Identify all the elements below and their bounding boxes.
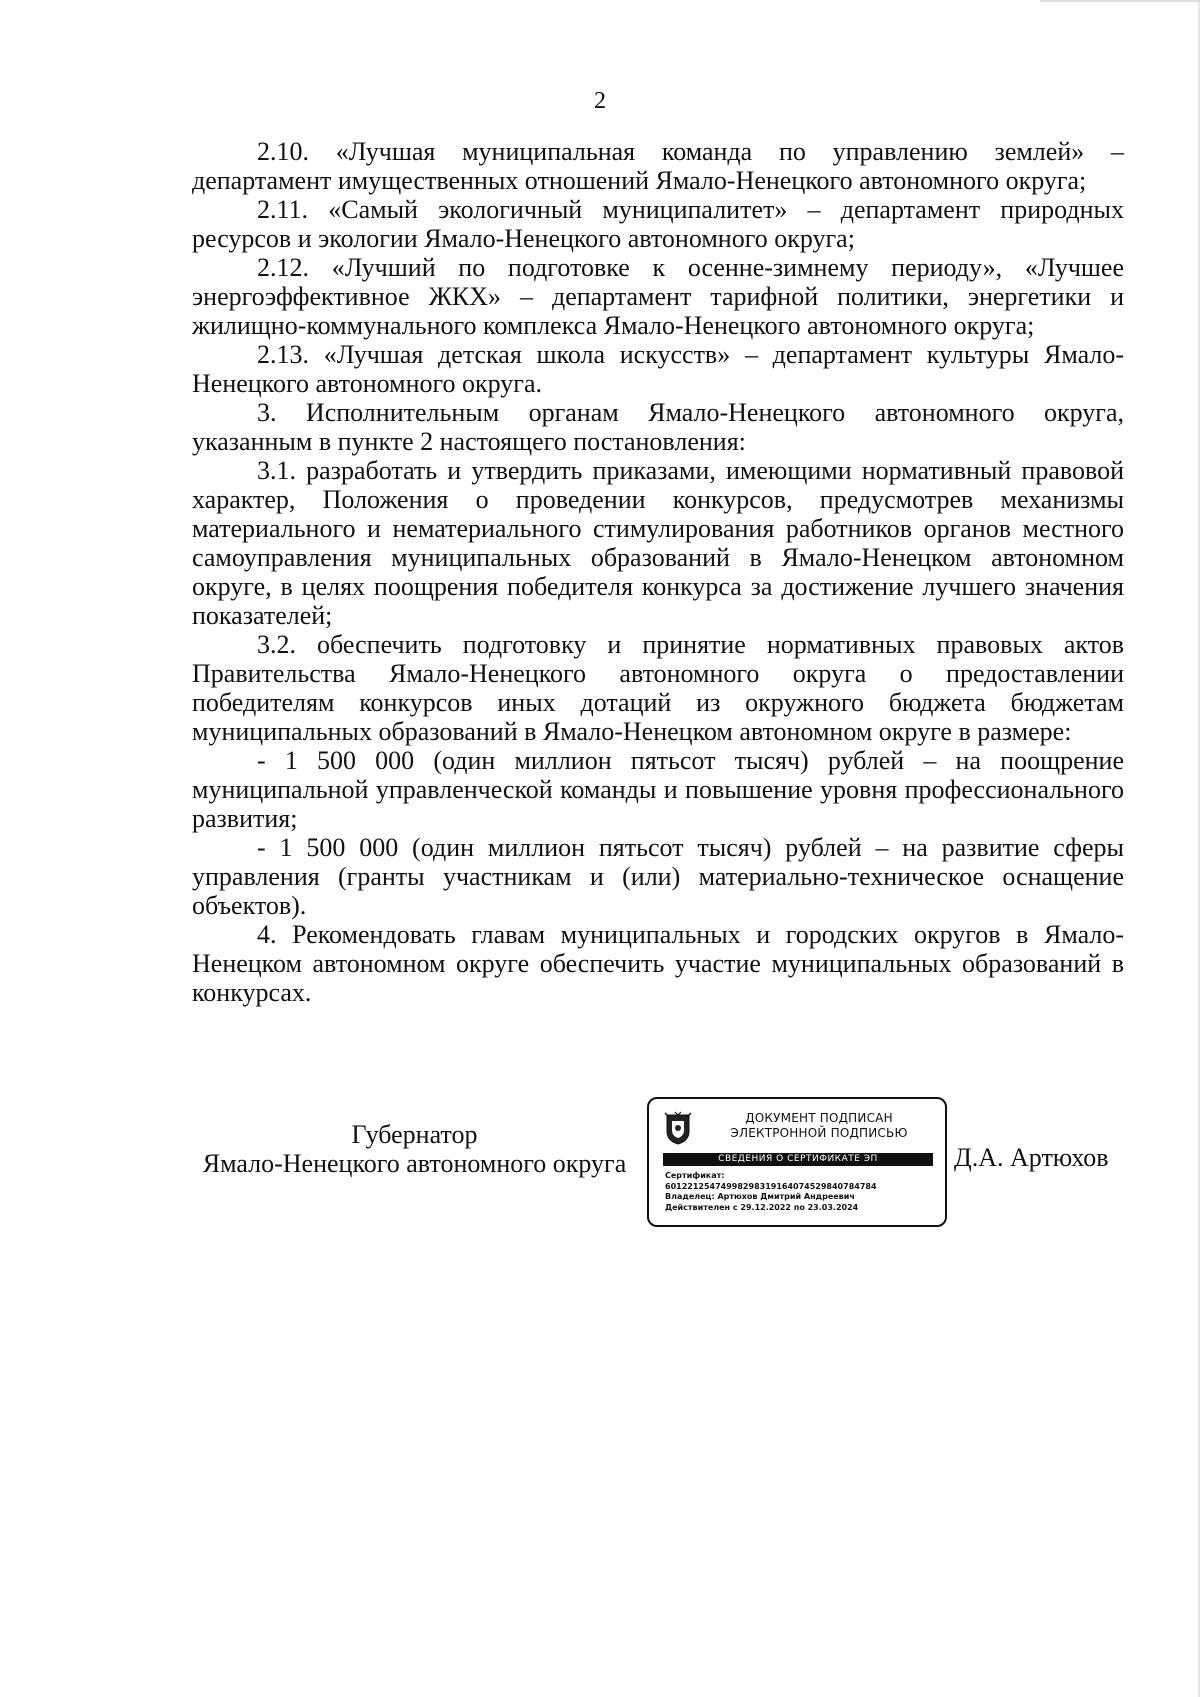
document-body [192, 137, 1124, 1007]
paragraph-3: 3. Исполнительным органам Ямало-Ненецкого автономного округа, указанным в пункте 2 настоящего постановления: [192, 398, 1124, 456]
stamp-title [699, 1111, 939, 1141]
paragraph-3-2-item-2: - 1 500 000 (один миллион пятьсот тысяч) рублей – на развитие сферы управления (гранты участникам и (или) материально-техническое оснащение объектов). [192, 833, 1124, 920]
certificate-label: Сертификат: [665, 1171, 725, 1180]
signature-block [0, 1097, 1200, 1237]
paragraph-2-12: 2.12. «Лучший по подготовке к осенне-зимнему периоду», «Лучшее энергоэффективное ЖКХ» – департамент тарифной политики, энергетики и жилищно-коммунального комплекса Ямало-Ненецкого автономного округа; [192, 253, 1124, 340]
stamp-title-line-1: ДОКУМЕНТ ПОДПИСАН [745, 1111, 893, 1125]
stamp-title-line-2: ЭЛЕКТРОННОЙ ПОДПИСЬЮ [730, 1126, 908, 1140]
paragraph-3-1: 3.1. разработать и утвердить приказами, имеющими нормативный правовой характер, Положения о проведении конкурсов, предусмотрев механизмы материального и нематериального стимулирования работников органов местного самоуправления муниципальных образований в Ямало-Ненецком автономном округе, в целях поощрения победителя конкурса за достижение лучшего значения показателей; [192, 456, 1124, 630]
coat-of-arms-icon [663, 1111, 693, 1145]
position-line-1: Губернатор [351, 1120, 478, 1149]
position-line-2: Ямало-Ненецкого автономного округа [202, 1149, 627, 1178]
paragraph-3-2-item-1: - 1 500 000 (один миллион пятьсот тысяч) рублей – на поощрение муниципальной управленческой команды и повышение уровня профессионального развития; [192, 746, 1124, 833]
paragraph-3-2: 3.2. обеспечить подготовку и принятие нормативных правовых актов Правительства Ямало-Ненецкого автономного округа о предоставлении победителям конкурсов иных дотаций из окружного бюджета бюджетам муниципальных образований в Ямало-Ненецком автономном округе в размере: [192, 630, 1124, 746]
paragraph-2-10: 2.10. «Лучшая муниципальная команда по управлению землей» – департамент имущественных отношений Ямало-Ненецкого автономного округа; [192, 137, 1124, 195]
paragraph-2-13: 2.13. «Лучшая детская школа искусств» – департамент культуры Ямало-Ненецкого автономного округа. [192, 340, 1124, 398]
scan-edge-top [1040, 0, 1200, 2]
stamp-details [665, 1171, 941, 1213]
signatory-position [192, 1120, 637, 1178]
paragraph-2-11: 2.11. «Самый экологичный муниципалитет» – департамент природных ресурсов и экологии Ямало-Ненецкого автономного округа; [192, 195, 1124, 253]
electronic-signature-stamp [647, 1097, 947, 1227]
certificate-number: 6012212547499829831916407452984078478​4 [665, 1181, 877, 1191]
certificate-owner: Владелец: Артюхов Дмитрий Андреевич [665, 1192, 855, 1201]
stamp-certificate-bar: СВЕДЕНИЯ О СЕРТИФИКАТЕ ЭП [663, 1153, 933, 1166]
signer-name: Д.А. Артюхов [954, 1143, 1109, 1172]
paragraph-4: 4. Рекомендовать главам муниципальных и городских округов в Ямало-Ненецком автономном округе обеспечить участие муниципальных образований в конкурсах. [192, 920, 1124, 1007]
page-number: 2 [594, 88, 606, 114]
certificate-validity: Действителен с 29.12.2022 по 23.03.2024 [665, 1202, 859, 1212]
